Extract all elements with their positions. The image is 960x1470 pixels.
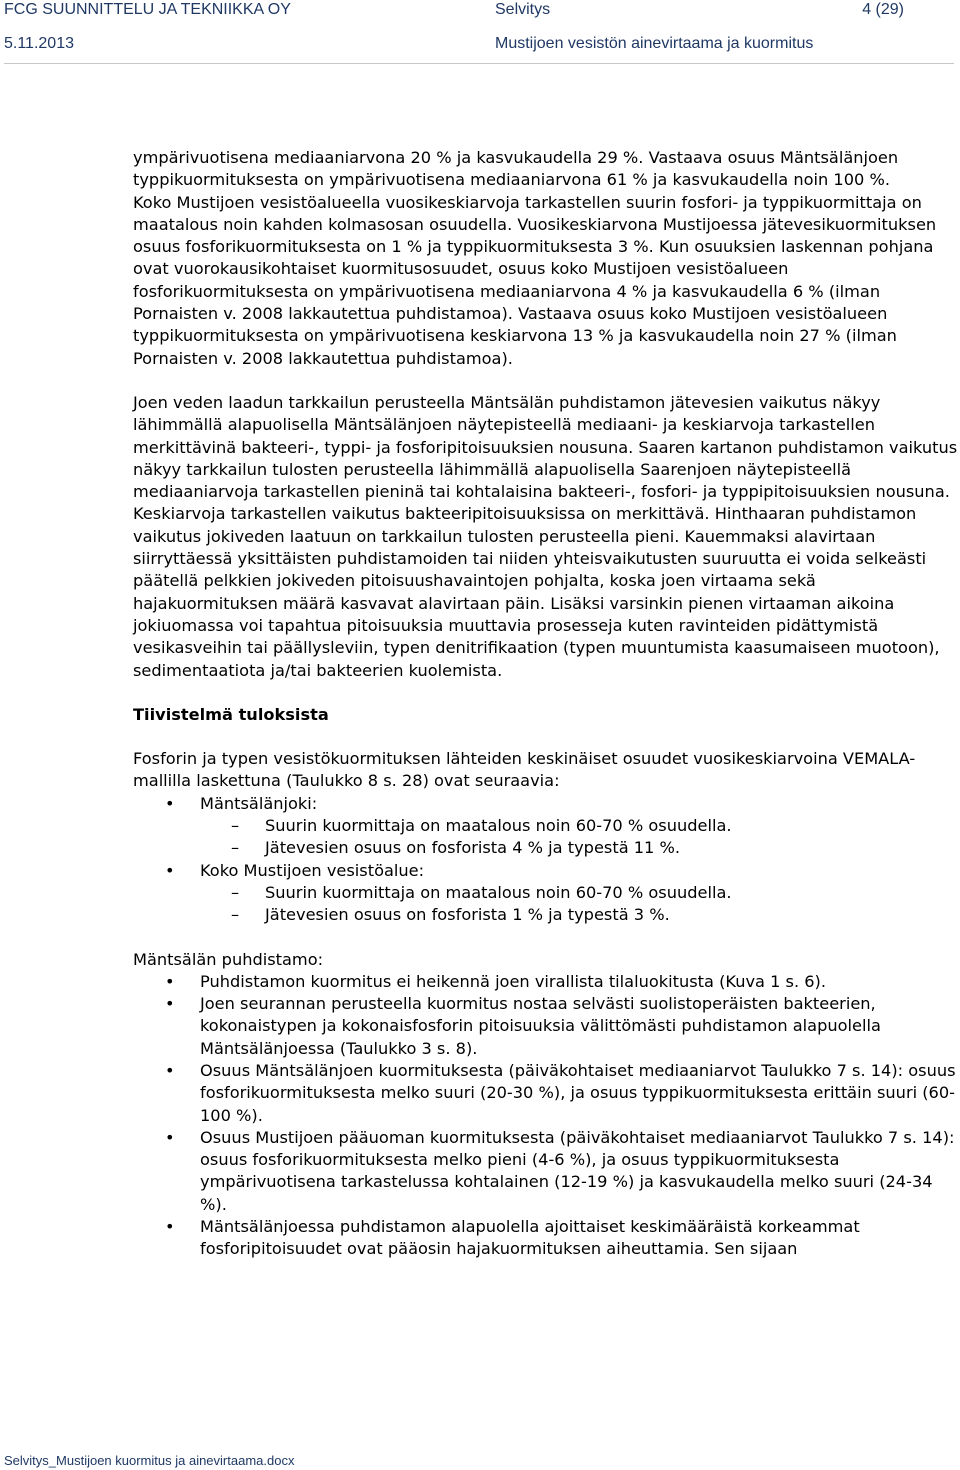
bullet-icon: • [165, 1127, 175, 1147]
dash-icon: – [231, 882, 240, 902]
page-header-row-1 [4, 1, 956, 21]
list-item: • Mäntsälänjoessa puhdistamon alapuolella ajoittaiset keskimääräistä korkeammat fosforipitoisuudet ovat pääosin hajakuormituksen aiheuttamia. Sen sijaan [165, 1217, 860, 1259]
company-name: FCG SUUNNITTELU JA TEKNIIKKA OY [4, 1, 291, 18]
bullet-icon: • [165, 793, 175, 813]
list-item: • Osuus Mäntsälänjoen kuormituksesta (päiväkohtaiset mediaaniarvot Taulukko 7 s. 14): osuus fosforikuormituksesta melko suuri (20-30 %), ja osuus typpikuormituksesta erittäin suuri (60-100 %). [165, 1060, 956, 1125]
sub-list-item: – Jätevesien osuus on fosforista 1 % ja typestä 3 %. [133, 904, 959, 926]
bullet-icon: • [165, 1217, 175, 1237]
list-item [133, 793, 959, 860]
dash-icon: – [231, 905, 240, 925]
bullet-icon: • [165, 994, 175, 1014]
sub-list-item: – Suurin kuormittaja on maatalous noin 60-70 % osuudella. [133, 882, 959, 904]
section-heading: Tiivistelmä tuloksista [133, 704, 329, 724]
paragraph-2: Koko Mustijoen vesistöalueella vuosikeskiarvoja tarkastellen suurin fosfori- ja typpikuormittaja on maatalous noin kahden kolmasosan osuudella. Vuosikeskiarvona Mustijoessa jätevesikuormituksen osuus fosforikuormituksesta on 1 % ja typpikuormituksesta 3 %. Kun osuuksien laskennan pohjana ovat vuorokausikohtaiset kuormitusosuudet, osuus koko Mustijoen vesistöalueen fosforikuormituksesta on ympärivuotisena mediaaniarvona 4 % ja kasvukaudella 6 % (ilman Pornaisten v. 2008 lakkautettua puhdistamoa). Vastaava osuus koko Mustijoen vesistöalueen typpikuormituksesta on ympärivuotisena keskiarvona 13 % ja kasvukaudella noin 27 % (ilman Pornaisten v. 2008 lakkautettua puhdistamoa). [133, 192, 937, 368]
list-item-label: Koko Mustijoen vesistöalue: [200, 860, 425, 880]
page-footer: Selvitys_Mustijoen kuormitus ja ainevirtaama.docx [4, 1453, 295, 1468]
list-item-label: Mäntsälänjoki: [200, 793, 318, 813]
plant-list [133, 971, 959, 1261]
paragraph-5: Mäntsälän puhdistamo: [133, 949, 324, 969]
bullet-icon: • [165, 860, 175, 880]
paragraph-4: Fosforin ja typen vesistökuormituksen lähteiden keskinäiset osuudet vuosikeskiarvoina VEMALA-mallilla laskettuna (Taulukko 8 s. 28) ovat seuraavia: [133, 749, 916, 791]
list-item: • Joen seurannan perusteella kuormitus nostaa selvästi suolistoperäisten bakteerien, kokonaistypen ja kokonaisfosforin pitoisuuksia välittömästi puhdistamon alapuolella Mäntsälänjoessa (Taulukko 3 s. 8). [165, 994, 881, 1058]
page-number: 4 (29) [862, 1, 904, 18]
document-subtitle: Mustijoen vesistön ainevirtaama ja kuormitus [495, 35, 814, 52]
list-item: • Osuus Mustijoen pääuoman kuormituksesta (päiväkohtaiset mediaaniarvot Taulukko 7 s. 14): osuus fosforikuormituksesta melko pieni (4-6 %), ja osuus typpikuormituksesta ympärivuotisena tarkastelussa kohtalainen (12-19 %) ja kasvukaudella melko suuri (24-34 %). [165, 1127, 955, 1214]
list-item [133, 860, 959, 927]
bullet-icon: • [165, 1060, 175, 1080]
dash-icon: – [231, 838, 240, 858]
list-item: • Puhdistamon kuormitus ei heikennä joen virallista tilaluokitusta (Kuva 1 s. 6). [133, 971, 959, 993]
sub-list-item: – Jätevesien osuus on fosforista 4 % ja typestä 11 %. [133, 837, 959, 859]
paragraph-3: Joen veden laadun tarkkailun perusteella Mäntsälän puhdistamon jätevesien vaikutus näkyy lähimmällä alapuolisella Mäntsälänjoen näytepisteellä mediaani- ja keskiarvoja tarkastellen merkittävinä bakteeri-, typpi- ja fosforipitoisuuksien nousuna. Saaren kartanon puhdistamon vaikutus näkyy tarkkailun tulosten perusteella lähimmällä alapuolisella Saarenjoen näytepisteellä mediaaniarvoja tarkastellen pieninä tai kohtalaisina bakteeri-, fosfori- ja typpipitoisuuksien nousuna. Keskiarvoja tarkastellen vaikutus bakteeripitoisuuksissa on merkittävä. Hinthaaran puhdistamon vaikutus jokiveden laatuun on tarkkailun tulosten perusteella pieni. Kauemmaksi alavirtaan siirryttäessä yksittäisten puhdistamoiden tai niiden yhteisvaikutusten suuruutta ei voida selkeästi päätellä pelkkien jokiveden pitoisuushavaintojen pohjalta, koska joen virtaama sekä hajakuormituksen määrä kasvavat alavirtaan päin. Lisäksi varsinkin pienen virtaaman aikoina jokiuomassa voi tapahtua pitoisuuksia muuttavia prosesseja kuten ravinteiden pidättymistä vesikasveihin tai päällysleviin, typen denitrifikaation (typen muuntumista kaasumaiseen muotoon), sedimentaatiota ja/tai bakteerien kuolemista. [133, 392, 958, 680]
summary-list [133, 793, 959, 927]
document-type: Selvitys [495, 1, 551, 18]
dash-icon: – [231, 816, 240, 836]
sub-list-item: – Suurin kuormittaja on maatalous noin 60-70 % osuudella. [133, 815, 959, 837]
bullet-icon: • [165, 971, 175, 991]
document-body [133, 147, 959, 1261]
paragraph-1: ympärivuotisena mediaaniarvona 20 % ja kasvukaudella 29 %. Vastaava osuus Mäntsälänjoen typpikuormituksesta on ympärivuotisena mediaaniarvona 61 % ja kasvukaudella noin 100 %. [133, 148, 899, 190]
page-header-row-2 [4, 35, 956, 55]
header-divider [4, 63, 954, 64]
document-date: 5.11.2013 [4, 35, 74, 52]
